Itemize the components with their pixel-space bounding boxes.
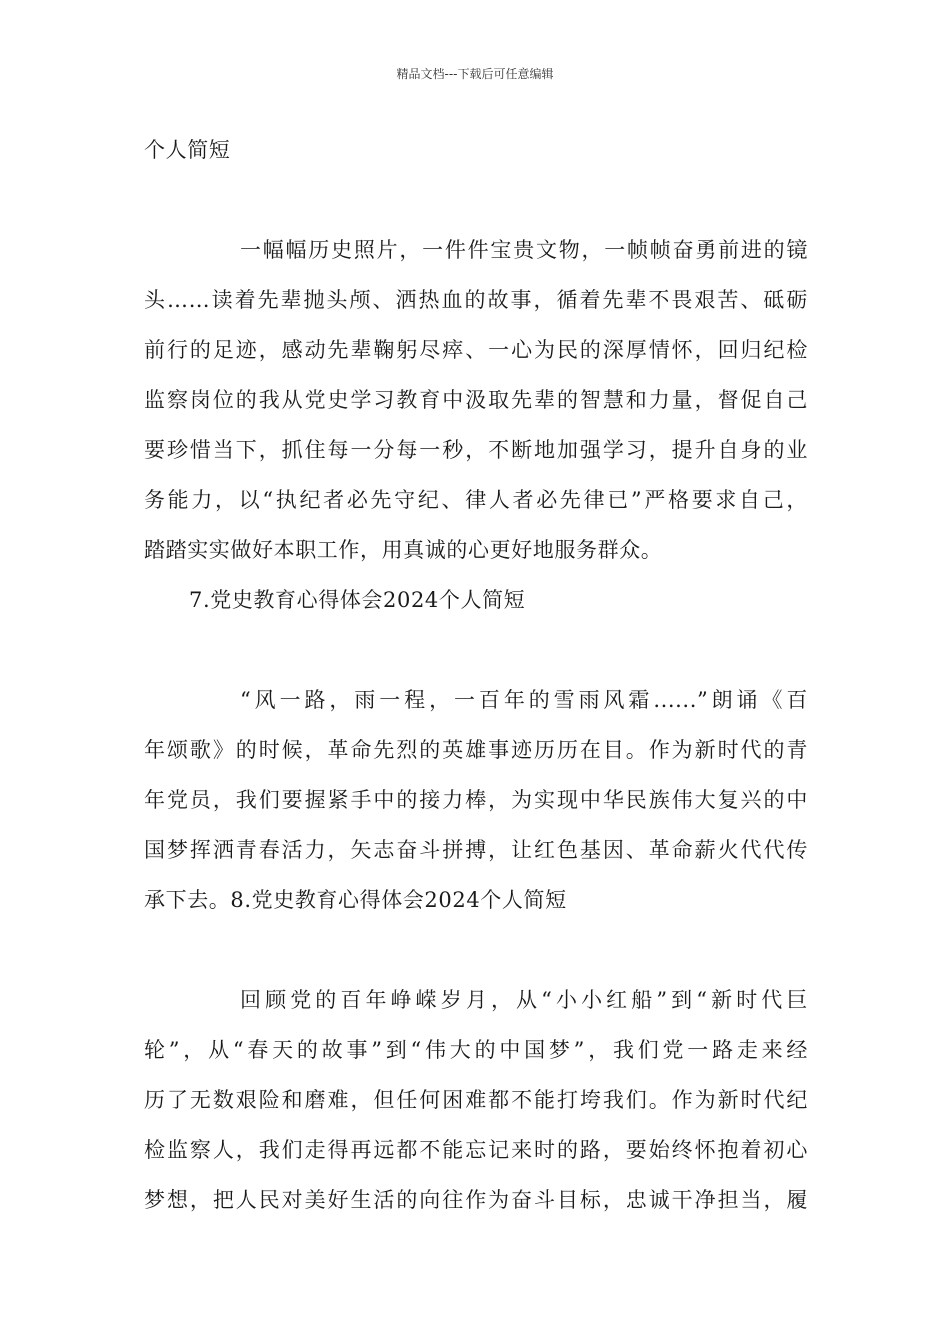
paragraph-line: 历了无数艰险和磨难，但任何困难都不能打垮我们。作为新时代纪 <box>144 1088 808 1112</box>
paragraph-line: 务能力，以“执纪者必先守纪、律人者必先律已”严格要求自己， <box>144 488 808 512</box>
paragraph-line: “风一路，雨一程，一百年的雪雨风霜......”朗诵《百 <box>240 688 808 712</box>
page-header: 精品文档---下载后可任意编辑 <box>396 67 554 81</box>
paragraph-line: 轮”，从“春天的故事”到“伟大的中国梦”，我们党一路走来经 <box>144 1038 808 1062</box>
paragraph-line: 踏踏实实做好本职工作，用真诚的心更好地服务群众。 <box>144 538 663 562</box>
paragraph-line: 年党员，我们要握紧手中的接力棒，为实现中华民族伟大复兴的中 <box>144 788 808 812</box>
paragraph-line: 前行的足迹，感动先辈鞠躬尽瘁、一心为民的深厚情怀，回归纪检 <box>144 338 808 362</box>
paragraph-line: 年颂歌》的时候，革命先烈的英雄事迹历历在目。作为新时代的青 <box>144 738 808 762</box>
paragraph-line: 承下去。8.党史教育心得体会2024个人简短 <box>144 888 567 912</box>
paragraph-line: 一幅幅历史照片，一件件宝贵文物，一帧帧奋勇前进的镜 <box>240 238 808 262</box>
paragraph-line: 国梦挥洒青春活力，矢志奋斗拼搏，让红色基因、革命薪火代代传 <box>144 838 808 862</box>
paragraph-line: 检监察人，我们走得再远都不能忘记来时的路，要始终怀抱着初心 <box>144 1138 808 1162</box>
paragraph-line: 头……读着先辈抛头颅、洒热血的故事，循着先辈不畏艰苦、砥砺 <box>144 288 808 312</box>
paragraph-line: 回顾党的百年峥嵘岁月，从“小小红船”到“新时代巨 <box>240 988 808 1012</box>
section-heading: 7.党史教育心得体会2024个人简短 <box>189 588 526 612</box>
paragraph-line: 梦想，把人民对美好生活的向往作为奋斗目标，忠诚干净担当，履 <box>144 1188 808 1212</box>
paragraph-line: 要珍惜当下，抓住每一分每一秒，不断地加强学习，提升自身的业 <box>144 438 808 462</box>
section-title-fragment: 个人简短 <box>144 138 231 162</box>
paragraph-line: 监察岗位的我从党史学习教育中汲取先辈的智慧和力量，督促自己 <box>144 388 808 412</box>
